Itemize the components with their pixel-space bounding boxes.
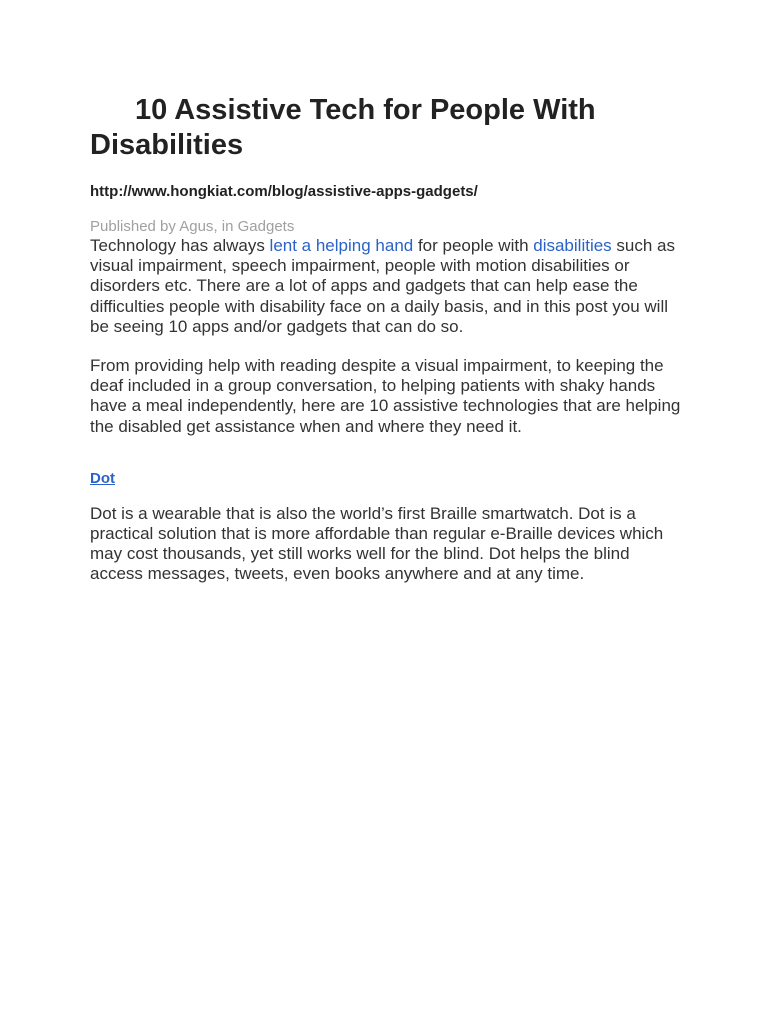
section-body-dot: Dot is a wearable that is also the world’s first Braille smartwatch. Dot is a practical solution that is more affordable than regular e-Braille devices which may cost thousands, yet still works well for the blind. Dot helps the blind access messages, tweets, even books anywhere and at any time. (90, 503, 664, 584)
published-by-label: Published by (90, 218, 180, 235)
author-name: Agus (179, 218, 214, 235)
source-url: http://www.hongkiat.com/blog/assistive-apps-gadgets/ (90, 183, 478, 200)
section-heading-dot (90, 470, 682, 488)
category-name: Gadgets (237, 218, 295, 235)
intro-paragraph-2: From providing help with reading despite a visual impairment, to keeping the deaf included in a group conversation, to helping patients with shaky hands have a meal independently, here are 10 assistive technologies that are helping the disabled get assistance when and where they need it. (90, 356, 681, 436)
article (90, 93, 682, 585)
intro-text-3: such as visual impairment, speech impairment, people with motion disabilities or disorders etc. There are a lot of apps and gadgets that can help ease the difficulties people with disability face on a daily basis, and in this post you will be seeing 10 apps and/or gadgets that can do so. (90, 236, 675, 336)
dot-heading-link[interactable]: Dot (90, 469, 115, 487)
disabilities-link[interactable]: disabilities (533, 236, 612, 255)
article-meta (90, 218, 682, 236)
intro-text-2: for people with (413, 236, 534, 255)
intro-text-1: Technology has always (90, 236, 270, 255)
article-title: 10 Assistive Tech for People With Disabilities (90, 94, 596, 161)
in-label: , in (213, 218, 238, 235)
intro-paragraph-1 (90, 236, 682, 337)
helping-hand-link[interactable]: lent a helping hand (269, 236, 414, 255)
